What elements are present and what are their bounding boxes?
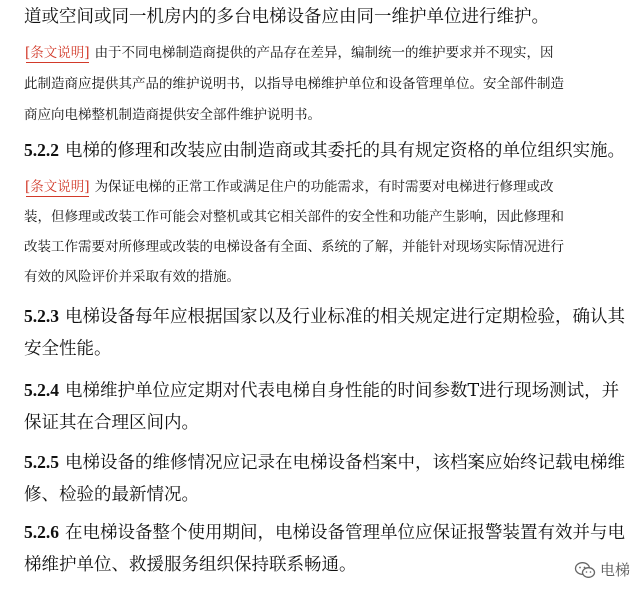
- clause-line: 5.2.3 电梯设备每年应根据国家以及行业标准的相关规定进行定期检验，确认其: [24, 306, 625, 327]
- watermark: [574, 559, 630, 580]
- note-tag: [ 条文说明 ]: [24, 174, 91, 200]
- clause-line: 道或空间或同一机房内的多台电梯设备应由同一维护单位进行维护。: [24, 7, 549, 27]
- clause-number: 5.2.5: [24, 452, 59, 472]
- note-line: [ 条文说明 ] 为保证电梯的正常工作或满足住户的功能需求，有时需要对电梯进行修理或改: [24, 174, 554, 200]
- note-line: 此制造商应提供其产品的维护说明书，以指导电梯维护单位和设备管理单位。安全部件制造: [24, 76, 564, 92]
- clause-number: 5.2.3: [24, 306, 59, 326]
- note-line: 改装工作需要对所修理或改装的电梯设备有全面、系统的了解，并能针对现场实际情况进行: [24, 239, 564, 255]
- clause-line: 安全性能。: [24, 339, 112, 359]
- clause-number: 5.2.6: [24, 522, 59, 542]
- clause-number: 5.2.4: [24, 380, 59, 400]
- clause-line: 5.2.4 电梯维护单位应定期对代表电梯自身性能的时间参数T进行现场测试，并: [24, 380, 620, 401]
- clause-line: 梯维护单位、救援服务组织保持联系畅通。: [24, 555, 357, 575]
- clause-line: 保证其在合理区间内。: [24, 413, 199, 433]
- watermark-label: 电梯: [599, 561, 630, 579]
- clause-line: 5.2.5 电梯设备的维修情况应记录在电梯设备档案中，该档案应始终记载电梯维: [24, 452, 625, 473]
- note-line: 装，但修理或改装工作可能会对整机或其它相关部件的安全性和功能产生影响，因此修理和: [24, 209, 564, 225]
- clause-line: 5.2.2 电梯的修理和改装应由制造商或其委托的具有规定资格的单位组织实施。: [24, 140, 625, 161]
- note-line: 商应向电梯整机制造商提供安全部件维护说明书。: [24, 107, 321, 123]
- note-line: [ 条文说明 ] 由于不同电梯制造商提供的产品存在差异，编制统一的维护要求并不现实，因: [24, 40, 554, 66]
- clause-number: 5.2.2: [24, 140, 59, 160]
- note-line: 有效的风险评价并采取有效的措施。: [24, 269, 240, 285]
- clause-line: 5.2.6 在电梯设备整个使用期间，电梯设备管理单位应保证报警装置有效并与电: [24, 522, 625, 543]
- note-tag: [ 条文说明 ]: [24, 40, 91, 66]
- wechat-icon: [574, 561, 596, 579]
- clause-line: 修、检验的最新情况。: [24, 485, 199, 505]
